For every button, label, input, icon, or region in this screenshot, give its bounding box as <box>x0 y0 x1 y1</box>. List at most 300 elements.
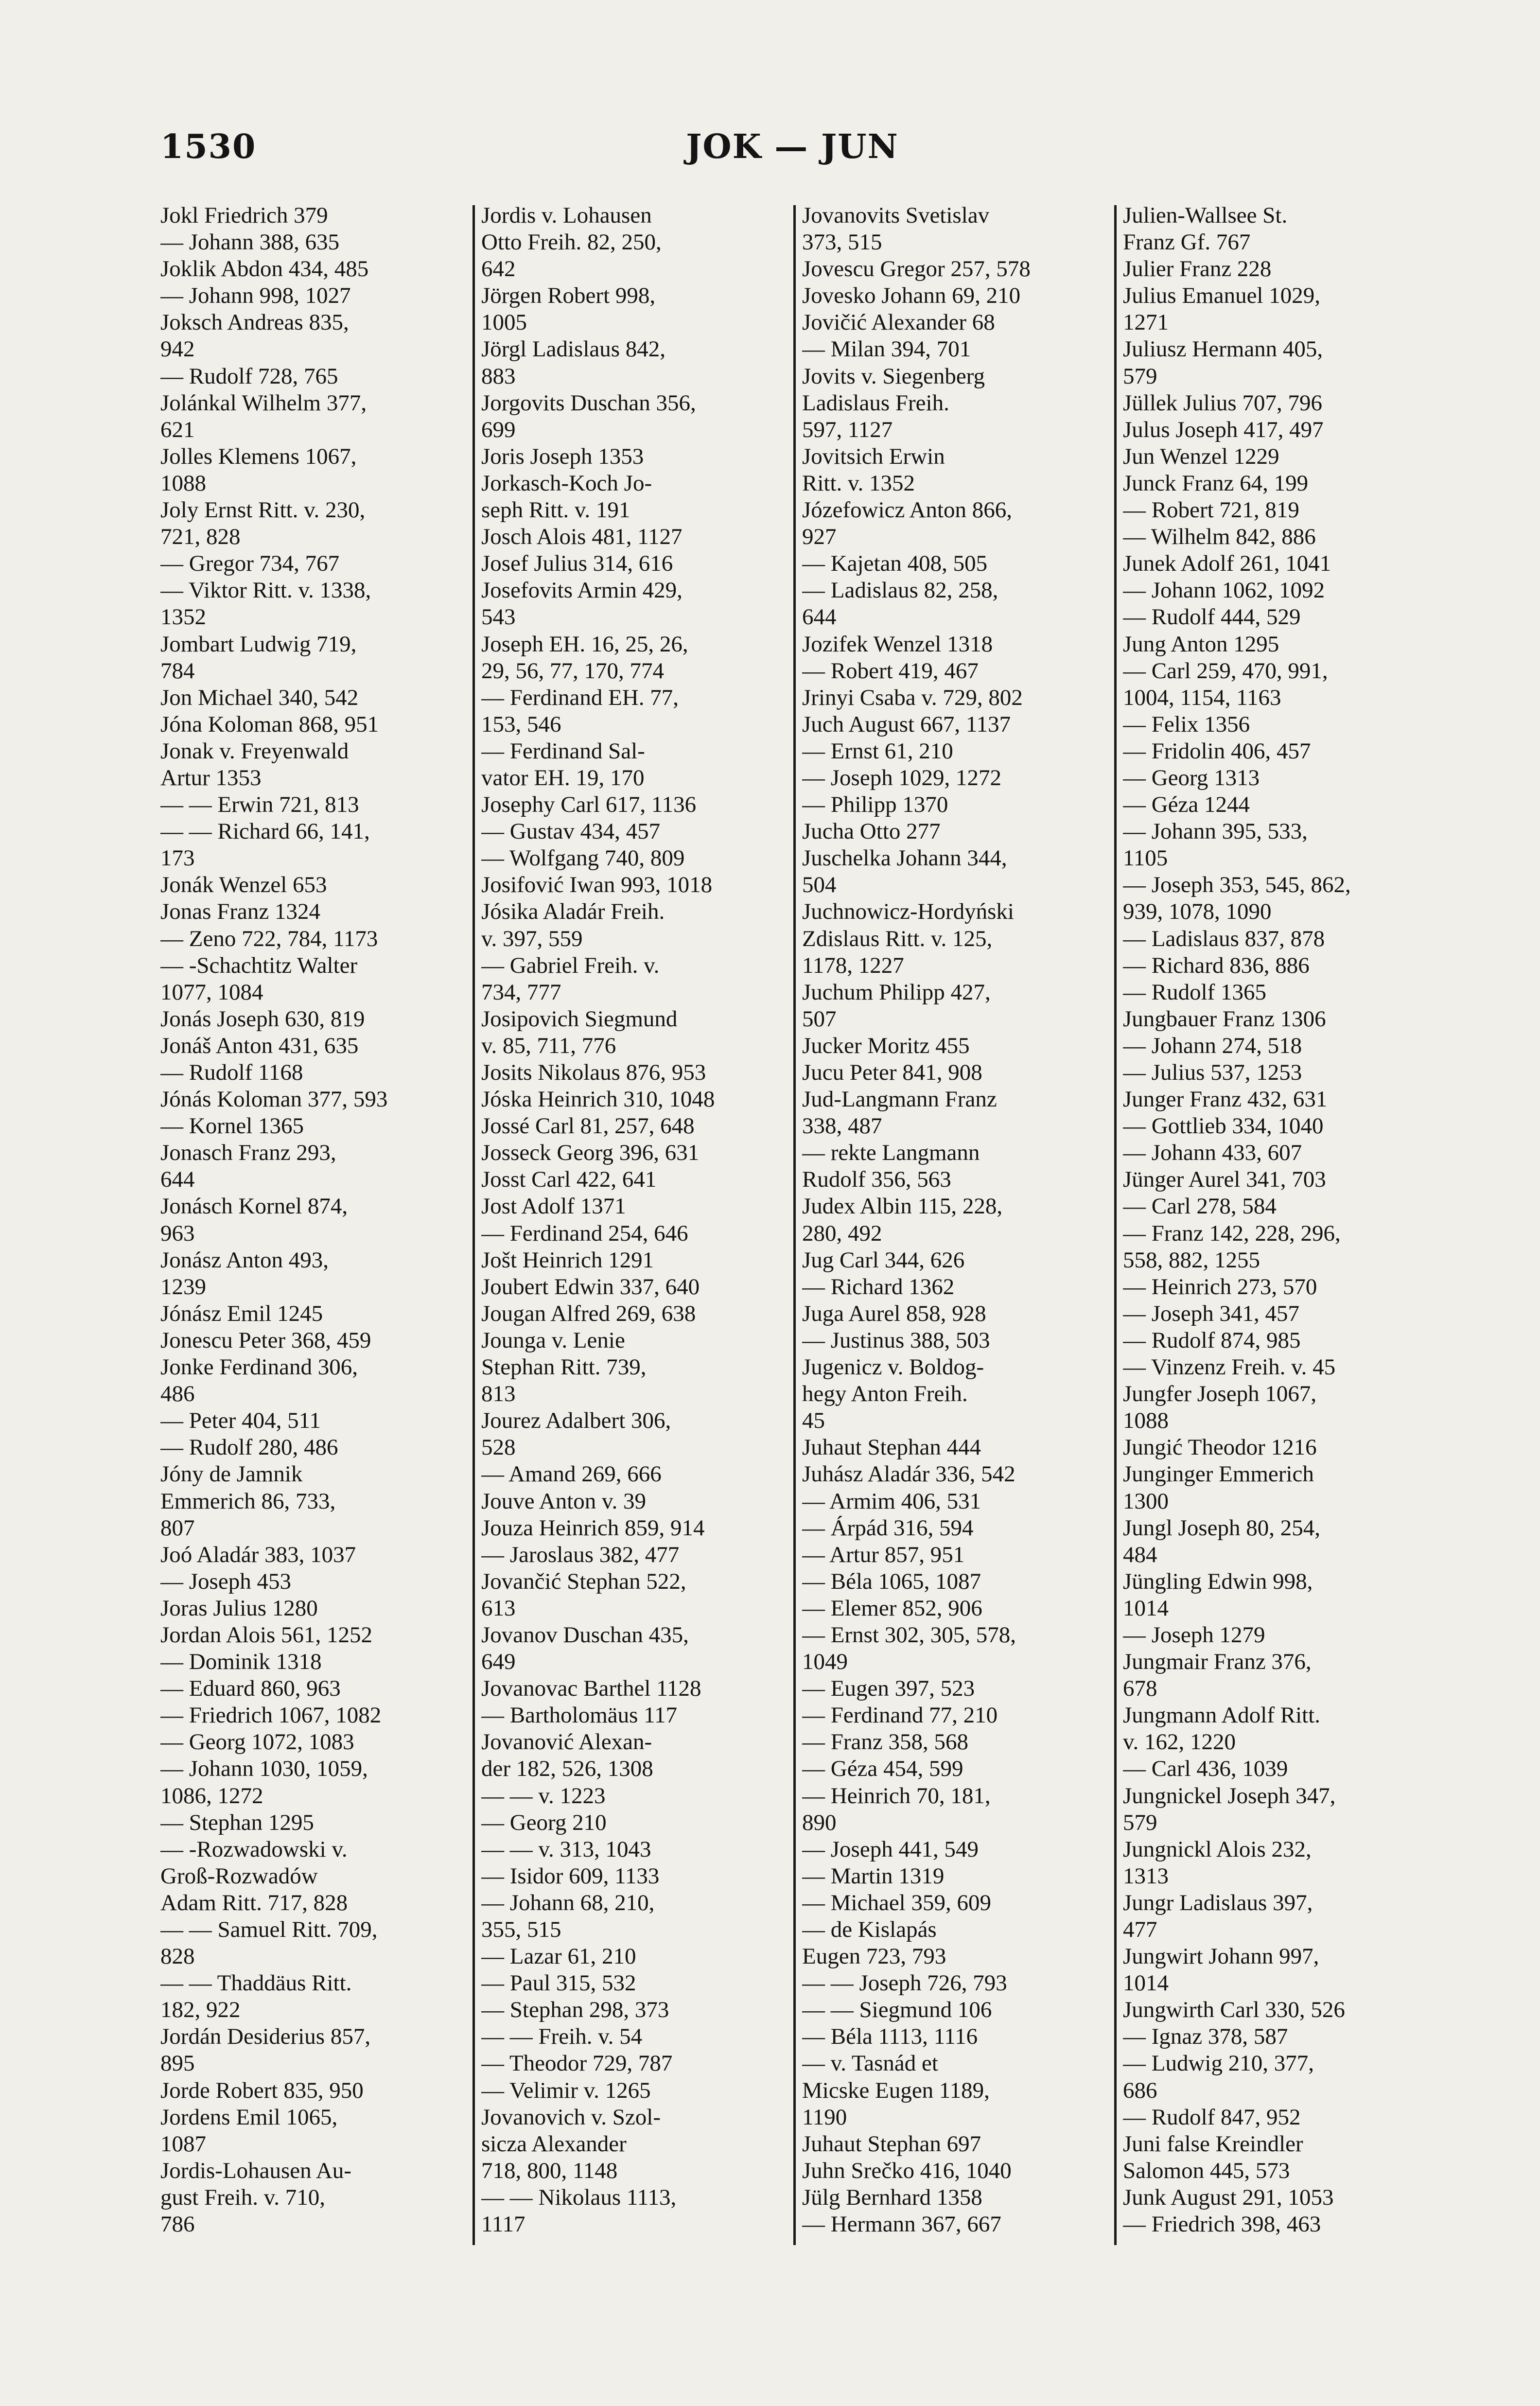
index-line: Josits Nikolaus 876, 953 <box>481 1060 706 1085</box>
index-line: Ritt. v. 1352 <box>802 470 915 496</box>
index-line: Jungnickl Alois 232, <box>1123 1836 1312 1862</box>
index-line: Josch Alois 481, 1127 <box>481 524 682 550</box>
index-line: — Velimir v. 1265 <box>481 2077 651 2103</box>
index-line: Juch August 667, 1137 <box>802 711 1011 737</box>
index-line: — Heinrich 70, 181, <box>802 1783 991 1809</box>
index-line: Juhász Aladár 336, 542 <box>802 1461 1015 1487</box>
index-line: Josifović Iwan 993, 1018 <box>481 872 713 898</box>
index-line: Jungić Theodor 1216 <box>1123 1435 1317 1460</box>
index-line: Adam Ritt. 717, 828 <box>160 1890 348 1915</box>
index-line: — de Kislapás <box>802 1917 937 1942</box>
index-line: — Ernst 302, 305, 578, <box>802 1622 1016 1648</box>
index-line: Judex Albin 115, 228, <box>802 1194 1003 1219</box>
index-line: 1014 <box>1123 1970 1169 1996</box>
index-line: — Joseph 453 <box>160 1568 291 1594</box>
index-line: Jüngling Edwin 998, <box>1123 1568 1313 1594</box>
index-line: Jonas Franz 1324 <box>160 899 320 925</box>
index-line: Jordens Emil 1065, <box>160 2104 338 2130</box>
index-line: Jucker Moritz 455 <box>802 1033 970 1058</box>
index-line: — Johann 388, 635 <box>160 229 340 255</box>
index-line: — — Samuel Ritt. 709, <box>160 1917 378 1942</box>
index-line: 1352 <box>160 604 206 630</box>
index-line: Jonák Wenzel 653 <box>160 872 327 898</box>
index-line: — Gabriel Freih. v. <box>481 952 660 978</box>
index-line: Jucha Otto 277 <box>802 819 941 844</box>
index-line: Jouza Heinrich 859, 914 <box>481 1515 705 1541</box>
column-divider <box>1114 205 1117 2245</box>
index-line: — Robert 419, 467 <box>802 658 979 684</box>
index-line: 558, 882, 1255 <box>1123 1247 1260 1273</box>
index-line: — Ferdinand 254, 646 <box>481 1220 688 1246</box>
index-line: — Justinus 388, 503 <box>802 1327 990 1353</box>
index-line: — Johann 274, 518 <box>1123 1033 1302 1058</box>
index-line: — Gottlieb 334, 1040 <box>1123 1113 1324 1139</box>
index-line: — -Schachtitz Walter <box>160 952 358 978</box>
index-line: Julien-Wallsee St. <box>1123 203 1288 228</box>
index-line: Jovančić Stephan 522, <box>481 1568 686 1594</box>
index-line: Jorde Robert 835, 950 <box>160 2077 364 2103</box>
index-line: 939, 1078, 1090 <box>1123 899 1272 925</box>
index-line: Salomon 445, 573 <box>1123 2158 1290 2183</box>
index-line: — Rudolf 444, 529 <box>1123 604 1301 630</box>
index-line: Jun Wenzel 1229 <box>1123 443 1279 469</box>
index-line: — Bartholomäus 117 <box>481 1703 677 1728</box>
index-line: — Rudolf 847, 952 <box>1123 2104 1301 2130</box>
index-line: Juni false Kreindler <box>1123 2131 1303 2157</box>
index-line: Juschelka Johann 344, <box>802 845 1007 871</box>
index-line: 579 <box>1123 363 1157 389</box>
index-line: Jonak v. Freyenwald <box>160 738 349 764</box>
index-line: Jugenicz v. Boldog- <box>802 1354 984 1380</box>
index-line: Juga Aurel 858, 928 <box>802 1300 986 1326</box>
index-line: 718, 800, 1148 <box>481 2158 618 2183</box>
index-line: — — Richard 66, 141, <box>160 819 370 844</box>
index-line: Jónás Koloman 377, 593 <box>160 1087 388 1112</box>
index-line: 355, 515 <box>481 1917 561 1942</box>
index-line: 1049 <box>802 1649 848 1675</box>
index-line: Jovanovich v. Szol- <box>481 2104 661 2130</box>
index-line: — Béla 1065, 1087 <box>802 1568 981 1594</box>
index-line: — Armim 406, 531 <box>802 1488 981 1514</box>
index-line: 29, 56, 77, 170, 774 <box>481 658 664 684</box>
index-line: Otto Freih. 82, 250, <box>481 229 662 255</box>
index-line: — Peter 404, 511 <box>160 1408 321 1434</box>
index-line: Stephan Ritt. 739, <box>481 1354 647 1380</box>
index-line: Jungfer Joseph 1067, <box>1123 1381 1317 1407</box>
index-line: Jóska Heinrich 310, 1048 <box>481 1087 715 1112</box>
index-line: — Rudolf 874, 985 <box>1123 1327 1301 1353</box>
index-line: — Eduard 860, 963 <box>160 1676 341 1702</box>
index-line: v. 397, 559 <box>481 926 583 951</box>
index-line: 786 <box>160 2212 195 2237</box>
index-line: 927 <box>802 524 837 550</box>
index-line: — Ferdinand Sal- <box>481 738 645 764</box>
index-line: Juhaut Stephan 697 <box>802 2131 981 2157</box>
index-line: 1005 <box>481 310 527 335</box>
index-line: — Joseph 353, 545, 862, <box>1123 872 1351 898</box>
index-line: Junginger Emmerich <box>1123 1461 1314 1487</box>
index-line: — Carl 259, 470, 991, <box>1123 658 1328 684</box>
index-line: Jungwirth Carl 330, 526 <box>1123 1997 1345 2023</box>
index-column-3 <box>802 202 1103 2254</box>
index-line: 338, 487 <box>802 1113 882 1139</box>
index-line: — — v. 1223 <box>481 1783 606 1809</box>
index-line: 1105 <box>1123 845 1168 871</box>
index-line: Joras Julius 1280 <box>160 1595 318 1621</box>
index-line: 678 <box>1123 1676 1157 1702</box>
index-line: Josephy Carl 617, 1136 <box>481 792 697 818</box>
index-line: 1086, 1272 <box>160 1783 263 1809</box>
index-line: — Johann 68, 210, <box>481 1890 655 1915</box>
index-line: Artur 1353 <box>160 765 262 790</box>
index-line: Jug Carl 344, 626 <box>802 1247 965 1273</box>
index-line: — Michael 359, 609 <box>802 1890 991 1915</box>
index-line: Jónász Emil 1245 <box>160 1300 323 1326</box>
index-line: 1239 <box>160 1274 206 1300</box>
index-line: Juhaut Stephan 444 <box>802 1435 981 1460</box>
index-line: Juliusz Hermann 405, <box>1123 336 1323 362</box>
index-line: — v. Tasnád et <box>802 2051 938 2076</box>
index-line: 182, 922 <box>160 1997 241 2023</box>
index-line: 699 <box>481 417 516 442</box>
index-line: Joly Ernst Ritt. v. 230, <box>160 497 366 523</box>
index-line: — Géza 454, 599 <box>802 1756 963 1782</box>
index-line: 721, 828 <box>160 524 241 550</box>
index-line: Jougan Alfred 269, 638 <box>481 1300 696 1326</box>
index-line: Jošt Heinrich 1291 <box>481 1247 654 1273</box>
index-line: — Eugen 397, 523 <box>802 1676 975 1702</box>
index-line: — Viktor Ritt. v. 1338, <box>160 578 371 603</box>
index-line: Joksch Andreas 835, <box>160 310 349 335</box>
index-line: — Franz 142, 228, 296, <box>1123 1220 1341 1246</box>
index-line: Jonescu Peter 368, 459 <box>160 1327 371 1353</box>
index-line: — Philipp 1370 <box>802 792 948 818</box>
index-line: Josseck Georg 396, 631 <box>481 1140 700 1166</box>
index-line: v. 162, 1220 <box>1123 1729 1236 1755</box>
index-line: — Hermann 367, 667 <box>802 2212 1001 2237</box>
index-line: — -Rozwadowski v. <box>160 1836 348 1862</box>
index-line: — Johann 395, 533, <box>1123 819 1308 844</box>
index-line: 1300 <box>1123 1488 1169 1514</box>
index-line: — Stephan 1295 <box>160 1809 314 1835</box>
index-line: — Carl 278, 584 <box>1123 1194 1277 1219</box>
column-divider <box>793 205 796 2245</box>
index-line: 784 <box>160 658 195 684</box>
index-line: — Géza 1244 <box>1123 792 1250 818</box>
index-line: Jovitsich Erwin <box>802 443 945 469</box>
index-line: — Georg 210 <box>481 1809 607 1835</box>
index-line: Julius Emanuel 1029, <box>1123 283 1320 309</box>
index-line: Josef Julius 314, 616 <box>481 551 673 577</box>
index-line: 1313 <box>1123 1863 1169 1889</box>
index-line: — Friedrich 1067, 1082 <box>160 1703 382 1728</box>
index-line: Jonáš Anton 431, 635 <box>160 1033 359 1058</box>
index-line: Jorkasch-Koch Jo- <box>481 470 652 496</box>
index-line: 1190 <box>802 2104 847 2130</box>
index-line: 280, 492 <box>802 1220 882 1246</box>
index-line: Jucu Peter 841, 908 <box>802 1060 982 1085</box>
index-line: Jouve Anton v. 39 <box>481 1488 647 1514</box>
index-line: Junger Franz 432, 631 <box>1123 1087 1328 1112</box>
index-line: — Rudolf 280, 486 <box>160 1435 338 1460</box>
index-line: — Ferdinand EH. 77, <box>481 685 679 710</box>
index-line: — Béla 1113, 1116 <box>802 2024 978 2050</box>
index-line: 1178, 1227 <box>802 952 904 978</box>
index-line: Jörgen Robert 998, <box>481 283 656 309</box>
index-line: 1077, 1084 <box>160 979 263 1005</box>
index-line: — Árpád 316, 594 <box>802 1515 974 1541</box>
index-line: Jungbauer Franz 1306 <box>1123 1006 1326 1032</box>
index-column-4 <box>1123 202 1424 2254</box>
index-line: Julus Joseph 417, 497 <box>1123 417 1324 442</box>
index-line: Jungmann Adolf Ritt. <box>1123 1703 1321 1728</box>
index-line: 621 <box>160 417 195 442</box>
index-line: gust Freih. v. 710, <box>160 2184 326 2210</box>
index-line: — Carl 436, 1039 <box>1123 1756 1288 1782</box>
index-line: — Theodor 729, 787 <box>481 2051 673 2076</box>
index-line: Jósika Aladár Freih. <box>481 899 665 925</box>
index-line: — Friedrich 398, 463 <box>1123 2212 1321 2237</box>
index-line: Jourez Adalbert 306, <box>481 1408 671 1434</box>
index-line: Josefovits Armin 429, <box>481 578 682 603</box>
index-line: Jokl Friedrich 379 <box>160 203 328 228</box>
index-line: 1004, 1154, 1163 <box>1123 685 1281 710</box>
index-line: 597, 1127 <box>802 417 893 442</box>
page-heading: JOK — JUN <box>686 127 899 166</box>
index-line: Jordis-Lohausen Au- <box>160 2158 351 2183</box>
index-line: Jünger Aurel 341, 703 <box>1123 1167 1326 1193</box>
index-line: 504 <box>802 872 837 898</box>
index-line: 963 <box>160 1220 195 1246</box>
index-line: Jungl Joseph 80, 254, <box>1123 1515 1321 1541</box>
index-columns <box>160 202 1424 2254</box>
index-line: Jolles Klemens 1067, <box>160 443 357 469</box>
index-line: 644 <box>802 604 837 630</box>
index-line: Jungr Ladislaus 397, <box>1123 1890 1313 1915</box>
index-line: — Kornel 1365 <box>160 1113 304 1139</box>
index-line: Jon Michael 340, 542 <box>160 685 359 710</box>
index-line: Zdislaus Ritt. v. 125, <box>802 926 993 951</box>
index-line: — Ignaz 378, 587 <box>1123 2024 1288 2050</box>
index-line: Juhn Srečko 416, 1040 <box>802 2158 1012 2183</box>
index-line: 477 <box>1123 1917 1157 1942</box>
index-line: — Wolfgang 740, 809 <box>481 845 685 871</box>
index-line: Jörgl Ladislaus 842, <box>481 336 666 362</box>
index-line: 484 <box>1123 1542 1157 1567</box>
index-line: Jrinyi Csaba v. 729, 802 <box>802 685 1023 710</box>
index-line: — — Thaddäus Ritt. <box>160 1970 352 1996</box>
index-line: Ladislaus Freih. <box>802 390 949 416</box>
index-line: — Richard 1362 <box>802 1274 955 1300</box>
index-line: Joris Joseph 1353 <box>481 443 644 469</box>
index-line: — Stephan 298, 373 <box>481 1997 669 2023</box>
index-line: Jungwirt Johann 997, <box>1123 1944 1319 1969</box>
index-line: 642 <box>481 256 516 282</box>
index-line: — Ludwig 210, 377, <box>1123 2051 1314 2076</box>
index-line: Jordan Alois 561, 1252 <box>160 1622 373 1648</box>
index-line: vator EH. 19, 170 <box>481 765 645 790</box>
index-line: Jordis v. Lohausen <box>481 203 652 228</box>
index-line: Jovanov Duschan 435, <box>481 1622 689 1648</box>
index-column-2 <box>481 202 783 2254</box>
index-line: 644 <box>160 1167 195 1193</box>
index-line: Joklik Abdon 434, 485 <box>160 256 369 282</box>
index-line: — Johann 1062, 1092 <box>1123 578 1325 603</box>
index-line: — Richard 836, 886 <box>1123 952 1310 978</box>
index-line: Jud-Langmann Franz <box>802 1087 997 1112</box>
index-line: — Felix 1356 <box>1123 711 1250 737</box>
index-line: — Georg 1313 <box>1123 765 1260 790</box>
index-line: Jung Anton 1295 <box>1123 631 1279 657</box>
index-line: — Gregor 734, 767 <box>160 551 340 577</box>
index-line: — — Nikolaus 1113, <box>481 2184 677 2210</box>
index-line: 813 <box>481 1381 516 1407</box>
index-line: — Amand 269, 666 <box>481 1461 662 1487</box>
index-line: 807 <box>160 1515 195 1541</box>
index-line: — Georg 1072, 1083 <box>160 1729 354 1755</box>
index-line: Franz Gf. 767 <box>1123 229 1251 255</box>
index-line: Jolánkal Wilhelm 377, <box>160 390 367 416</box>
index-line: Joó Aladár 383, 1037 <box>160 1542 356 1567</box>
index-line: der 182, 526, 1308 <box>481 1756 653 1782</box>
index-line: 373, 515 <box>802 229 882 255</box>
index-line: — Ernst 61, 210 <box>802 738 953 764</box>
index-line: — Robert 721, 819 <box>1123 497 1299 523</box>
index-line: Junek Adolf 261, 1041 <box>1123 551 1331 577</box>
index-line: 890 <box>802 1809 837 1835</box>
index-line: — Artur 857, 951 <box>802 1542 965 1567</box>
index-line: Junk August 291, 1053 <box>1123 2184 1334 2210</box>
index-line: 528 <box>481 1435 516 1460</box>
index-line: 942 <box>160 336 195 362</box>
index-line: Jonás Joseph 630, 819 <box>160 1006 365 1032</box>
index-line: 1087 <box>160 2131 206 2157</box>
index-line: Jost Adolf 1371 <box>481 1194 626 1219</box>
index-line: — Paul 315, 532 <box>481 1970 636 1996</box>
index-line: 883 <box>481 363 516 389</box>
index-line: Jungmair Franz 376, <box>1123 1649 1312 1675</box>
index-line: Micske Eugen 1189, <box>802 2077 990 2103</box>
column-divider <box>472 205 475 2245</box>
index-line: Josipovich Siegmund <box>481 1006 678 1032</box>
index-line: Jovanovits Svetislav <box>802 203 990 228</box>
index-line: — Dominik 1318 <box>160 1649 322 1675</box>
index-line: Jonasch Franz 293, <box>160 1140 336 1166</box>
index-line: — Isidor 609, 1133 <box>481 1863 660 1889</box>
index-line: Jossé Carl 81, 257, 648 <box>481 1113 695 1139</box>
index-line: 507 <box>802 1006 837 1032</box>
index-line: Jungnickel Joseph 347, <box>1123 1783 1336 1809</box>
index-line: Jovičić Alexander 68 <box>802 310 995 335</box>
index-line: — — Erwin 721, 813 <box>160 792 359 818</box>
index-line: — Vinzenz Freih. v. 45 <box>1123 1354 1336 1380</box>
index-line: 1088 <box>1123 1408 1169 1434</box>
index-line: — Wilhelm 842, 886 <box>1123 524 1316 550</box>
index-line: — — Freih. v. 54 <box>481 2024 643 2050</box>
index-column-1 <box>160 202 462 2254</box>
index-line: Jovescu Gregor 257, 578 <box>802 256 1031 282</box>
index-line: — Joseph 1279 <box>1123 1622 1265 1648</box>
index-line: 1014 <box>1123 1595 1169 1621</box>
index-line: Jovits v. Siegenberg <box>802 363 985 389</box>
index-line: — Elemer 852, 906 <box>802 1595 982 1621</box>
index-line: Józefowicz Anton 866, <box>802 497 1013 523</box>
index-line: seph Ritt. v. 191 <box>481 497 630 523</box>
index-line: Jounga v. Lenie <box>481 1327 625 1353</box>
index-line: Juchum Philipp 427, <box>802 979 991 1005</box>
index-line: Jovanovac Barthel 1128 <box>481 1676 701 1702</box>
index-line: Jordán Desiderius 857, <box>160 2024 371 2050</box>
index-line: 173 <box>160 845 195 871</box>
index-line: Jombart Ludwig 719, <box>160 631 357 657</box>
index-line: — Franz 358, 568 <box>802 1729 969 1755</box>
index-line: 45 <box>802 1408 825 1434</box>
index-line: — Joseph 1029, 1272 <box>802 765 1001 790</box>
index-line: — Rudolf 728, 765 <box>160 363 338 389</box>
index-line: — Jaroslaus 382, 477 <box>481 1542 680 1567</box>
index-line: Emmerich 86, 733, <box>160 1488 336 1514</box>
index-line: 486 <box>160 1381 195 1407</box>
index-line: 613 <box>481 1595 516 1621</box>
index-line: — Julius 537, 1253 <box>1123 1060 1302 1085</box>
index-line: — Joseph 341, 457 <box>1123 1300 1299 1326</box>
index-line: Rudolf 356, 563 <box>802 1167 951 1193</box>
index-line: Jóny de Jamnik <box>160 1461 303 1487</box>
index-line: 686 <box>1123 2077 1157 2103</box>
index-line: Groß-Rozwadów <box>160 1863 318 1889</box>
index-line: — Johann 433, 607 <box>1123 1140 1302 1166</box>
index-line: — Milan 394, 701 <box>802 336 971 362</box>
index-line: Josst Carl 422, 641 <box>481 1167 657 1193</box>
index-line: 543 <box>481 604 516 630</box>
index-line: — Johann 998, 1027 <box>160 283 351 309</box>
index-line: Eugen 723, 793 <box>802 1944 946 1969</box>
index-line: — Ferdinand 77, 210 <box>802 1703 998 1728</box>
index-line: — Rudolf 1365 <box>1123 979 1267 1005</box>
index-line: Jozifek Wenzel 1318 <box>802 631 993 657</box>
index-line: 153, 546 <box>481 711 561 737</box>
index-line: — Fridolin 406, 457 <box>1123 738 1311 764</box>
index-line: Jovanović Alexan- <box>481 1729 652 1755</box>
page-number: 1530 <box>160 127 257 166</box>
index-line: 649 <box>481 1649 516 1675</box>
index-line: — Lazar 61, 210 <box>481 1944 636 1969</box>
index-line: — Johann 1030, 1059, <box>160 1756 368 1782</box>
index-line: — Rudolf 1168 <box>160 1060 303 1085</box>
index-line: Juchnowicz-Hordyński <box>802 899 1014 925</box>
index-line: — Heinrich 273, 570 <box>1123 1274 1317 1300</box>
index-line: — — v. 313, 1043 <box>481 1836 651 1862</box>
index-line: — Zeno 722, 784, 1173 <box>160 926 378 951</box>
index-line: — Joseph 441, 549 <box>802 1836 979 1862</box>
index-line: — Martin 1319 <box>802 1863 945 1889</box>
index-line: 1117 <box>481 2212 525 2237</box>
index-line: 734, 777 <box>481 979 561 1005</box>
index-line: 1271 <box>1123 310 1169 335</box>
index-line: Jorgovits Duschan 356, <box>481 390 696 416</box>
index-line: 1088 <box>160 470 206 496</box>
index-line: Jovesko Johann 69, 210 <box>802 283 1021 309</box>
index-line: Jonke Ferdinand 306, <box>160 1354 358 1380</box>
index-line: — rekte Langmann <box>802 1140 980 1166</box>
index-line: Joseph EH. 16, 25, 26, <box>481 631 688 657</box>
index-line: 828 <box>160 1944 195 1969</box>
index-line: 579 <box>1123 1809 1157 1835</box>
index-line: Junck Franz 64, 199 <box>1123 470 1309 496</box>
index-line: — Ladislaus 82, 258, <box>802 578 998 603</box>
index-line: v. 85, 711, 776 <box>481 1033 616 1058</box>
index-line: — — Joseph 726, 793 <box>802 1970 1007 1996</box>
